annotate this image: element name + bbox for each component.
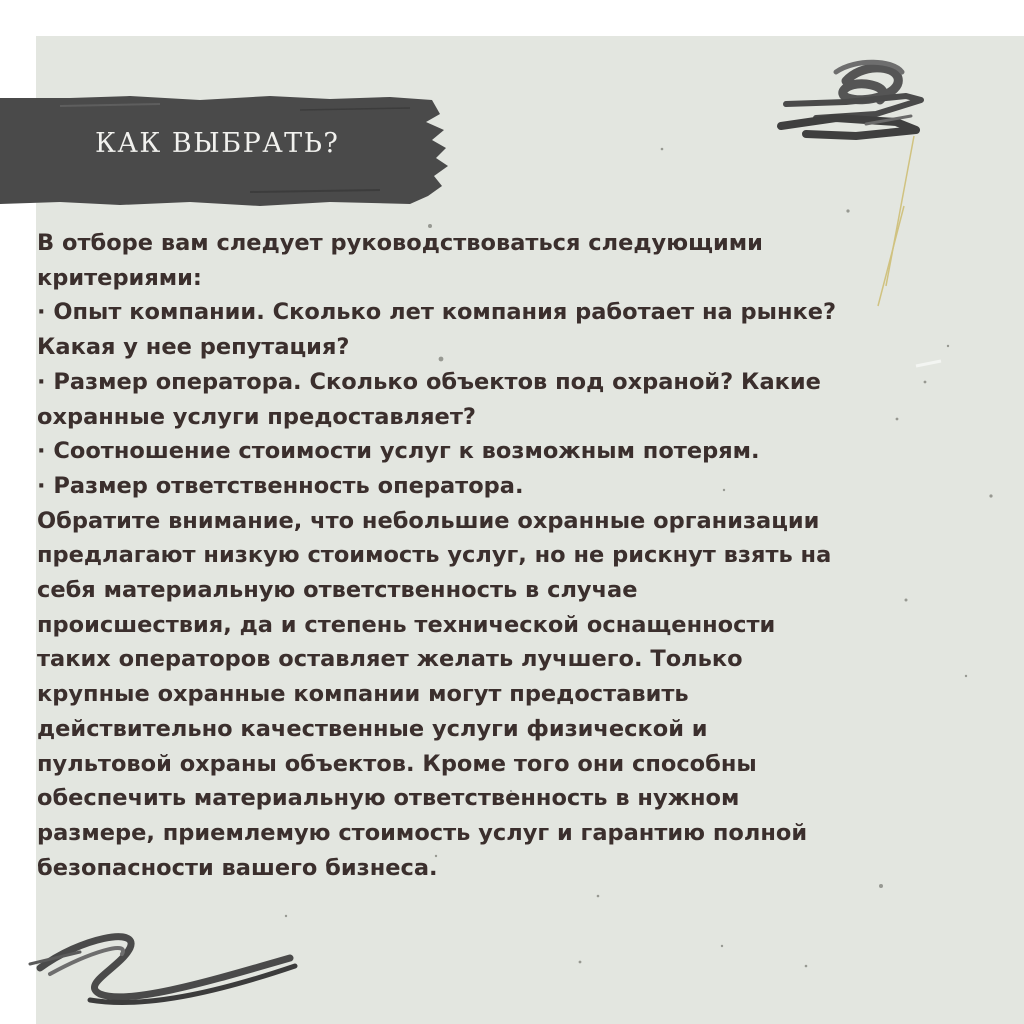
- body-line: действительно качественные услуги физической и: [37, 715, 708, 742]
- body-line: безопасности вашего бизнеса.: [37, 854, 438, 881]
- body-line: таких операторов оставляет желать лучшего. Только: [37, 646, 743, 673]
- body-line: Обратите внимание, что небольшие охранные организации: [37, 507, 820, 534]
- body-line: · Опыт компании. Сколько лет компания работает на рынке?: [37, 299, 837, 326]
- body-line: · Размер ответственность оператора.: [37, 472, 524, 499]
- body-line: Какая у нее репутация?: [37, 334, 350, 361]
- brush-swirl-decoration: [776, 56, 926, 156]
- body-line: предлагают низкую стоимость услуг, но не рискнут взять на: [37, 542, 832, 569]
- body-line: охранные услуги предоставляет?: [37, 403, 476, 430]
- body-line: · Соотношение стоимости услуг к возможным потерям.: [37, 438, 760, 465]
- brush-stroke-decoration: [20, 918, 310, 1018]
- body-line: В отборе вам следует руководствоваться следующими: [37, 230, 763, 256]
- body-line: критериями:: [37, 264, 202, 291]
- body-line: себя материальную ответственность в случае: [37, 577, 638, 604]
- body-line: происшествия, да и степень технической оснащенности: [37, 611, 776, 638]
- body-line: размере, приемлемую стоимость услуг и гарантию полной: [37, 819, 808, 846]
- page-title: КАК ВЫБРАТЬ?: [95, 128, 340, 159]
- body-line: крупные охранные компании могут предоставить: [37, 681, 689, 708]
- body-text: [37, 226, 1012, 885]
- body-line: · Размер оператора. Сколько объектов под охраной? Какие: [37, 368, 821, 395]
- body-line: обеспечить материальную ответственность в нужном: [37, 785, 740, 812]
- body-line: пультовой охраны объектов. Кроме того они способны: [37, 750, 757, 777]
